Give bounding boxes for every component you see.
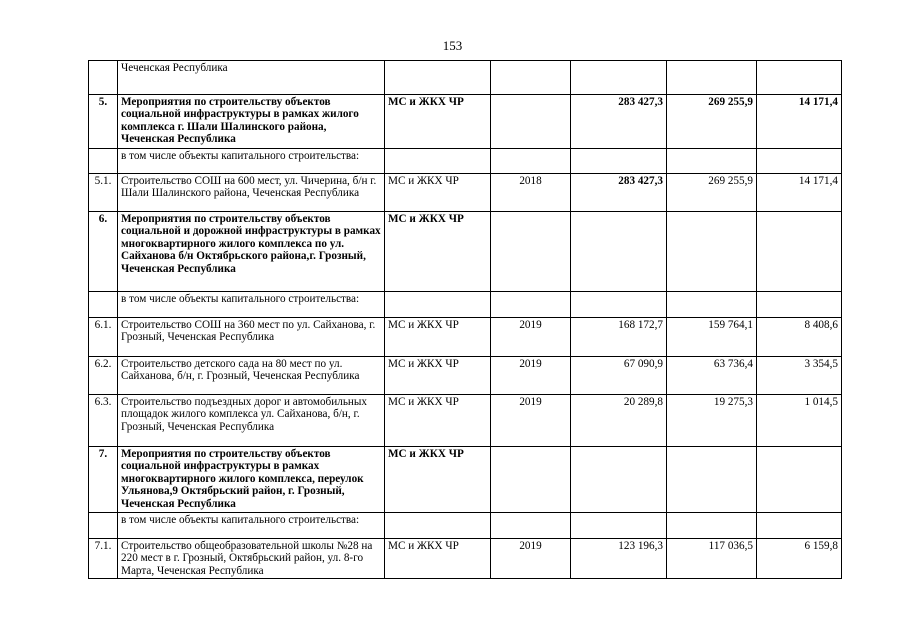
row-regional: 8 408,6 — [757, 318, 842, 357]
row-year: 2019 — [491, 395, 571, 447]
row-total — [571, 212, 667, 292]
row-year: 2019 — [491, 357, 571, 395]
row-organization — [385, 149, 491, 174]
row-organization: МС и ЖКХ ЧР — [385, 95, 491, 149]
row-number: 7.1. — [89, 539, 118, 579]
table-row — [89, 95, 842, 149]
row-year — [491, 95, 571, 149]
row-regional — [757, 61, 842, 95]
row-number: 6.2. — [89, 357, 118, 395]
row-total: 283 427,3 — [571, 95, 667, 149]
row-number — [89, 292, 118, 318]
row-federal: 19 275,3 — [667, 395, 757, 447]
row-organization: МС и ЖКХ ЧР — [385, 447, 491, 513]
row-name: Строительство общеобразовательной школы №28 на 220 мест в г. Грозный, Октябрьский район, ул. 8-го Марта, Чеченская Республика — [118, 539, 385, 579]
row-name: Строительство детского сада на 80 мест по ул. Сайханова, б/н, г. Грозный, Чеченская Республика — [118, 357, 385, 395]
row-number — [89, 513, 118, 539]
row-federal — [667, 292, 757, 318]
row-regional: 6 159,8 — [757, 539, 842, 579]
row-number: 5. — [89, 95, 118, 149]
row-regional — [757, 513, 842, 539]
row-total — [571, 149, 667, 174]
row-year — [491, 447, 571, 513]
row-federal: 269 255,9 — [667, 95, 757, 149]
table-row — [89, 539, 842, 579]
table-row — [89, 513, 842, 539]
row-total: 283 427,3 — [571, 174, 667, 212]
row-total — [571, 513, 667, 539]
row-federal: 159 764,1 — [667, 318, 757, 357]
row-organization: МС и ЖКХ ЧР — [385, 174, 491, 212]
table-row — [89, 447, 842, 513]
row-organization — [385, 61, 491, 95]
row-name: Строительство подъездных дорог и автомобильных площадок жилого комплекса ул. Сайханова, б/н, г. Грозный, Чеченская Республика — [118, 395, 385, 447]
page-number: 153 — [442, 38, 463, 53]
row-name: Мероприятия по строительству объектов социальной инфраструктуры в рамках многоквартирного жилого комплекса, переулок Ульянова,9 Октябрьский район, г. Грозный, Чеченская Республика — [118, 447, 385, 513]
row-year — [491, 292, 571, 318]
row-number: 6.1. — [89, 318, 118, 357]
row-organization: МС и ЖКХ ЧР — [385, 539, 491, 579]
row-year — [491, 61, 571, 95]
row-number: 6. — [89, 212, 118, 292]
row-total: 168 172,7 — [571, 318, 667, 357]
row-year — [491, 513, 571, 539]
table-row — [89, 318, 842, 357]
row-federal — [667, 212, 757, 292]
row-federal — [667, 61, 757, 95]
row-regional: 14 171,4 — [757, 95, 842, 149]
row-organization: МС и ЖКХ ЧР — [385, 318, 491, 357]
row-name: Строительство СОШ на 600 мест, ул. Чичерина, б/н г. Шали Шалинского района, Чеченская Республика — [118, 174, 385, 212]
table-row — [89, 61, 842, 95]
row-total — [571, 292, 667, 318]
row-name: Чеченская Республика — [118, 61, 385, 95]
table-row — [89, 357, 842, 395]
row-number — [89, 149, 118, 174]
row-number: 6.3. — [89, 395, 118, 447]
row-organization: МС и ЖКХ ЧР — [385, 212, 491, 292]
row-federal — [667, 149, 757, 174]
row-organization: МС и ЖКХ ЧР — [385, 395, 491, 447]
row-year — [491, 149, 571, 174]
row-year: 2019 — [491, 318, 571, 357]
row-federal: 269 255,9 — [667, 174, 757, 212]
table-row — [89, 395, 842, 447]
row-name: Мероприятия по строительству объектов социальной и дорожной инфраструктуры в рамках многоквартирного жилого комплекса по ул. Сайханова б/н Октябрьского района,г. Грозный, Чеченская Республика — [118, 212, 385, 292]
row-name: в том числе объекты капитального строительства: — [118, 292, 385, 318]
row-total: 67 090,9 — [571, 357, 667, 395]
table-row — [89, 292, 842, 318]
row-regional — [757, 212, 842, 292]
row-year — [491, 212, 571, 292]
row-organization: МС и ЖКХ ЧР — [385, 357, 491, 395]
row-total — [571, 447, 667, 513]
row-name: Строительство СОШ на 360 мест по ул. Сайханова, г. Грозный, Чеченская Республика — [118, 318, 385, 357]
row-regional: 14 171,4 — [757, 174, 842, 212]
row-regional: 1 014,5 — [757, 395, 842, 447]
row-total: 123 196,3 — [571, 539, 667, 579]
table-row — [89, 174, 842, 212]
row-year: 2019 — [491, 539, 571, 579]
row-federal: 63 736,4 — [667, 357, 757, 395]
table-row — [89, 149, 842, 174]
row-number: 7. — [89, 447, 118, 513]
row-organization — [385, 292, 491, 318]
row-regional: 3 354,5 — [757, 357, 842, 395]
row-regional — [757, 149, 842, 174]
row-total — [571, 61, 667, 95]
row-name: в том числе объекты капитального строительства: — [118, 149, 385, 174]
row-regional — [757, 292, 842, 318]
row-federal: 117 036,5 — [667, 539, 757, 579]
row-number: 5.1. — [89, 174, 118, 212]
row-regional — [757, 447, 842, 513]
row-total: 20 289,8 — [571, 395, 667, 447]
table-row — [89, 212, 842, 292]
row-year: 2018 — [491, 174, 571, 212]
row-name: Мероприятия по строительству объектов социальной инфраструктуры в рамках жилого комплекса г. Шали Шалинского района, Чеченская Республика — [118, 95, 385, 149]
row-number — [89, 61, 118, 95]
row-federal — [667, 513, 757, 539]
program-table — [88, 60, 842, 579]
row-name: в том числе объекты капитального строительства: — [118, 513, 385, 539]
row-federal — [667, 447, 757, 513]
row-organization — [385, 513, 491, 539]
